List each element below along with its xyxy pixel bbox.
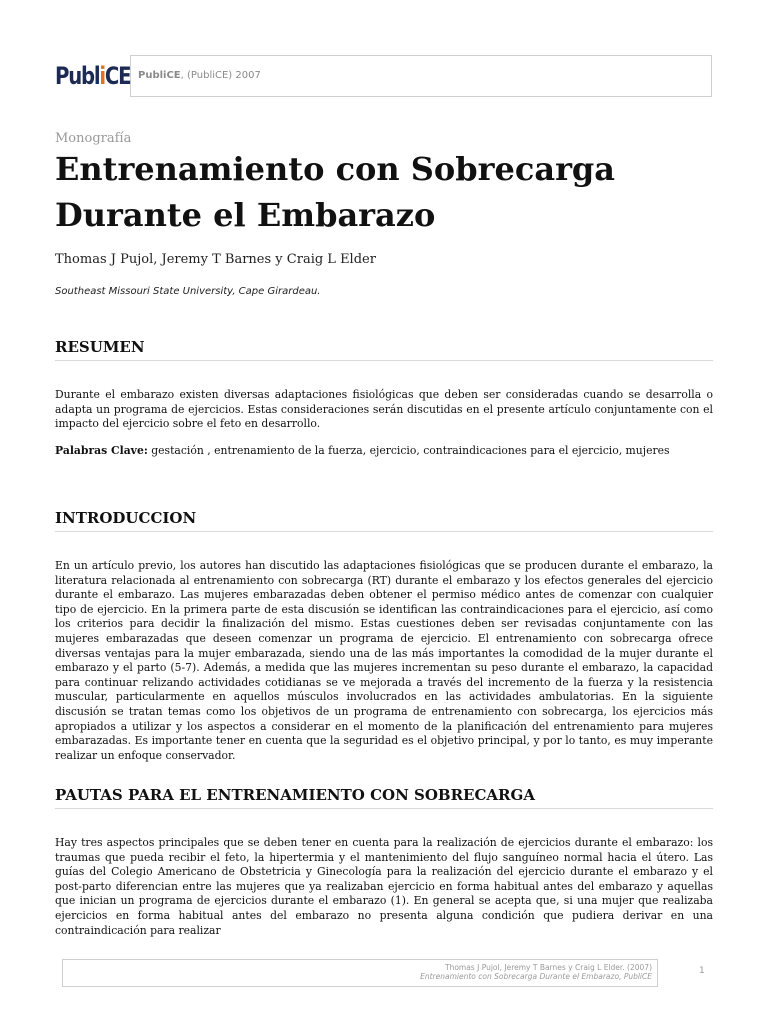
header-citation-year: , (PubliCE) 2007	[180, 70, 261, 81]
footer-citation-title	[252, 972, 652, 981]
article-authors: Thomas J Pujol, Jeremy T Barnes y Craig L Elder	[55, 252, 376, 267]
page-number: 1	[699, 966, 705, 976]
keywords-label: Palabras Clave:	[55, 444, 148, 457]
section-heading-pautas: PAUTAS PARA EL ENTRENAMIENTO CON SOBRECARGA	[55, 786, 713, 809]
header-publisher: PubliCE	[138, 70, 181, 81]
keywords-list: gestación , entrenamiento de la fuerza, ejercicio, contraindicaciones para el ejercicio, mujeres	[147, 444, 670, 457]
keywords-paragraph	[55, 444, 713, 459]
publice-logo: PubliCE	[55, 62, 131, 90]
document-type: Monografía	[55, 131, 132, 146]
footer-citation-authors: Thomas J Pujol, Jeremy T Barnes y Craig L Elder. (2007)	[444, 963, 652, 972]
section-heading-introduccion: INTRODUCCION	[55, 509, 713, 532]
footer-title: Entrenamiento con Sobrecarga Durante el Embarazo	[420, 972, 620, 981]
resumen-paragraph: Durante el embarazo existen diversas adaptaciones fisiológicas que deben ser consideradas cuando se desarrolla o adapta un programa de ejercicios. Estas consideraciones serán discutidas en el presente artículo conjuntamente con el impacto del ejercicio sobre el feto en desarrollo.	[55, 388, 713, 431]
introduccion-paragraph: En un artículo previo, los autores han discutido las adaptaciones fisiológicas que se producen durante el embarazo, la literatura relacionada al entrenamiento con sobrecarga (RT) durante el embarazo y los efectos generales del ejercicio durante el embarazo. Las mujeres embarazadas deben obtener el permiso médico antes de comenzar con cualquier tipo de ejercicio. En la primera parte de esta discusión se identifican las contraindicaciones para el ejercicio, así como los criterios para decidir la finalización del mismo. Estas cuestiones deben ser revisadas conjuntamente con las mujeres embarazadas que deseen comenzar un programa de ejercicio. El entrenamiento con sobrecarga ofrece diversas ventajas para la mujer embarazada, siendo una de las más importantes la comodidad de la mujer durante el embarazo y el parto (5-7). Además, a medida que las mujeres incrementan su peso durante el embarazo, la capacidad para continuar relizando actividades cotidianas se ve mejorada a través del incremento de la fuerza y la resistencia muscular, particularmente en aquellos músculos involucrados en las actividades ambulatorias. En la siguiente discusión se tratan temas como los objetivos de un programa de entrenamiento con sobrecarga, los ejercicios más apropiados a utilizar y los aspectos a considerar en el momento de la planificación del entrenamiento para mujeres embarazadas. Es importante tener en cuenta que la seguridad es el objetivo principal, y por lo tanto, es muy imperante realizar un enfoque conservador.	[55, 559, 713, 762]
section-heading-resumen: RESUMEN	[55, 338, 713, 361]
pautas-paragraph: Hay tres aspectos principales que se deben tener en cuenta para la realización de ejercicios durante el embarazo: los traumas que pueda recibir el feto, la hipertermia y el mantenimiento del flujo sanguíneo normal hacia el útero. Las guías del Colegio Americano de Obstetricia y Ginecología para la realización del ejercicio durante el embarazo y el post-parto diferencian entre las mujeres que ya realizaban ejercicio en forma habitual antes del embarazo y aquellas que inician un programa de ejercicios durante el embarazo (1). En general se acepta que, si una mujer que realizaba ejercicios en forma habitual antes del embarazo no presenta alguna condición que pudiera derivar en una contraindicación para realizar	[55, 836, 713, 937]
article-title: Entrenamiento con Sobrecarga Durante el Embarazo	[55, 150, 616, 234]
article-affiliation: Southeast Missouri State University, Cape Girardeau.	[55, 286, 321, 297]
header-citation	[138, 70, 261, 81]
footer-source: , PubliCE	[619, 972, 652, 981]
